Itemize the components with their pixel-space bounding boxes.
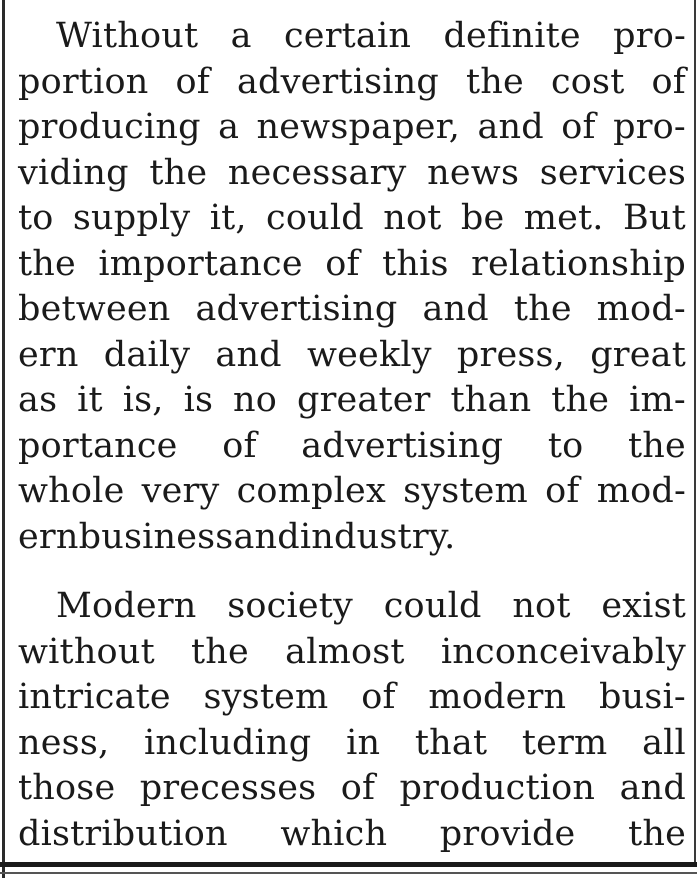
- word: viding: [18, 152, 129, 193]
- text-line: [18, 469, 686, 515]
- word: busi-: [599, 677, 686, 717]
- text-line: [18, 378, 686, 424]
- text-line: [18, 766, 686, 812]
- text-line: [18, 242, 686, 288]
- word: met.: [523, 198, 604, 238]
- word: of: [361, 677, 396, 717]
- word: press,: [456, 334, 566, 375]
- word: of: [545, 471, 580, 511]
- word: of: [340, 768, 376, 808]
- word: a: [230, 16, 252, 56]
- word: ness,: [18, 722, 110, 763]
- bottom-column-rule: [0, 862, 697, 867]
- word: whole: [18, 471, 125, 511]
- word: and: [233, 516, 300, 557]
- word: almost: [285, 631, 405, 672]
- word: im-: [629, 380, 686, 420]
- word: it: [77, 380, 103, 420]
- word: to: [18, 198, 54, 238]
- word: But: [622, 198, 686, 238]
- word: in: [346, 722, 381, 763]
- word: Without: [56, 16, 199, 56]
- word: services: [539, 152, 686, 193]
- word: newspaper,: [256, 107, 461, 147]
- article-column: [18, 14, 686, 857]
- text-line: [18, 151, 686, 197]
- word: production: [399, 768, 596, 808]
- word: no: [233, 380, 278, 420]
- word: including: [143, 722, 312, 763]
- text-line: [18, 630, 686, 676]
- word: those: [18, 768, 116, 808]
- paragraph-gap: [18, 560, 686, 584]
- text-line: [18, 333, 686, 379]
- word: be: [460, 198, 505, 238]
- word: all: [642, 722, 686, 763]
- word: business: [78, 516, 234, 557]
- word: to: [547, 425, 584, 466]
- word: industry.: [299, 516, 456, 557]
- word: not: [512, 586, 571, 626]
- word: not: [383, 198, 442, 238]
- word: supply: [72, 198, 191, 238]
- word: mod-: [596, 289, 686, 329]
- word: it,: [209, 198, 247, 238]
- word: the: [628, 425, 686, 466]
- word: great: [590, 334, 686, 375]
- word: of: [561, 107, 596, 147]
- text-line: [18, 675, 686, 721]
- word: which: [280, 813, 388, 854]
- word: weekly: [306, 334, 432, 375]
- word: a: [218, 107, 240, 147]
- word: certain: [283, 16, 412, 56]
- text-line: [18, 515, 686, 561]
- word: pro-: [613, 16, 686, 56]
- bottom-column-rule-thin: [0, 872, 697, 874]
- word: system: [203, 677, 329, 717]
- word: exist: [601, 586, 686, 626]
- word: necessary: [227, 152, 407, 193]
- word: mod-: [596, 471, 686, 511]
- word: advertising: [236, 61, 440, 102]
- word: of: [325, 243, 360, 284]
- left-column-rule: [2, 0, 5, 878]
- word: inconceivably: [440, 631, 686, 672]
- word: term: [521, 722, 608, 763]
- word: of: [175, 61, 210, 102]
- word: complex: [236, 471, 386, 511]
- word: system: [403, 471, 528, 511]
- text-line: [18, 812, 686, 858]
- word: producing: [18, 107, 201, 147]
- word: relationship: [471, 243, 686, 284]
- word: could: [266, 198, 364, 238]
- word: that: [414, 722, 488, 763]
- paragraph: [18, 584, 686, 857]
- text-line: [18, 105, 686, 151]
- text-line: [18, 424, 686, 470]
- word: greater: [296, 380, 431, 420]
- word: the: [628, 813, 686, 854]
- word: the: [513, 289, 572, 329]
- word: portance: [18, 425, 178, 466]
- text-line: [18, 60, 686, 106]
- word: and: [477, 107, 544, 147]
- text-line: [18, 287, 686, 333]
- word: and: [215, 334, 282, 375]
- word: definite: [443, 16, 581, 56]
- word: intricate: [18, 677, 171, 717]
- text-line: [18, 14, 686, 60]
- word: provide: [439, 813, 576, 854]
- word: the: [551, 380, 610, 420]
- word: very: [141, 471, 220, 511]
- word: pro-: [613, 107, 686, 147]
- word: importance: [98, 243, 303, 284]
- word: ern: [18, 334, 79, 375]
- word: is,: [122, 380, 164, 420]
- word: portion: [18, 61, 149, 102]
- word: ern: [18, 516, 79, 557]
- word: is: [183, 380, 214, 420]
- word: the: [18, 243, 76, 284]
- word: could: [383, 586, 482, 626]
- word: of: [651, 61, 686, 102]
- word: advertising: [301, 425, 504, 466]
- word: Modern: [56, 586, 197, 626]
- word: and: [422, 289, 489, 329]
- word: the: [149, 152, 208, 193]
- paragraph: [18, 14, 686, 560]
- word: between: [18, 289, 171, 329]
- word: modern: [428, 677, 567, 717]
- text-line: [18, 196, 686, 242]
- word: the: [191, 631, 249, 672]
- word: the: [466, 61, 524, 102]
- word: than: [450, 380, 532, 420]
- word: distribution: [18, 813, 228, 854]
- right-column-rule: [694, 0, 696, 865]
- word: this: [382, 243, 449, 284]
- text-line: [18, 721, 686, 767]
- word: daily: [103, 334, 191, 375]
- word: and: [619, 768, 686, 808]
- word: cost: [550, 61, 625, 102]
- text-line: [18, 584, 686, 630]
- word: news: [427, 152, 520, 193]
- word: without: [18, 631, 155, 672]
- word: of: [222, 425, 257, 466]
- word: as: [18, 380, 58, 420]
- word: society: [227, 586, 354, 626]
- word: advertising: [195, 289, 398, 329]
- word: precesses: [139, 768, 317, 808]
